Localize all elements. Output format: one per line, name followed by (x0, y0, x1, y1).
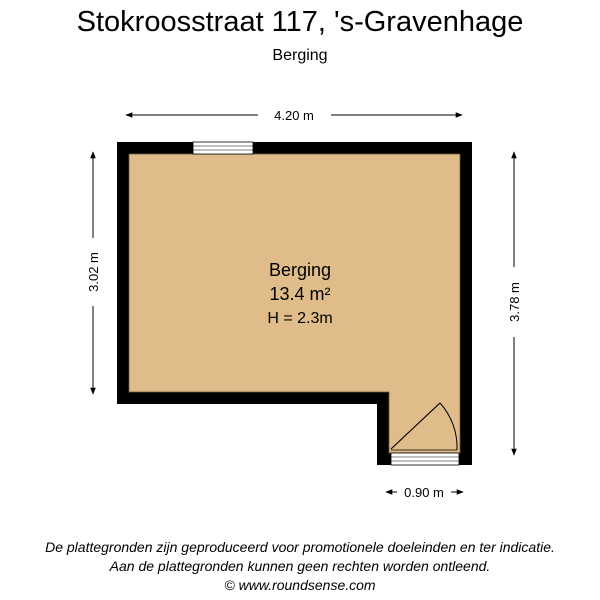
page-subtitle: Berging (272, 47, 328, 64)
window (193, 142, 253, 154)
disclaimer-line-1: De plattegronden zijn geproduceerd voor promotionele doeleinden en ter indicatie. (45, 539, 555, 555)
room-height: H = 2.3m (267, 310, 333, 327)
dimension-right (507, 152, 522, 455)
dimension-left (86, 152, 101, 394)
disclaimer (0, 538, 600, 595)
dimension-top (126, 108, 462, 123)
disclaimer-line-2: Aan de plattegronden kunnen geen rechten worden ontleend. (109, 558, 491, 574)
dimension-bottom (386, 485, 463, 500)
room-name: Berging (268, 260, 332, 280)
dimension-right-label: 3.78 m (507, 282, 522, 322)
room-area: 13.4 m² (269, 284, 331, 304)
page-title: Stokroosstraat 117, 's-Gravenhage (76, 6, 524, 38)
dimension-top-label: 4.20 m (274, 108, 314, 123)
copyright: © www.roundsense.com (224, 577, 376, 593)
dimension-bottom-label: 0.90 m (404, 485, 444, 500)
dimension-left-label: 3.02 m (86, 252, 101, 292)
